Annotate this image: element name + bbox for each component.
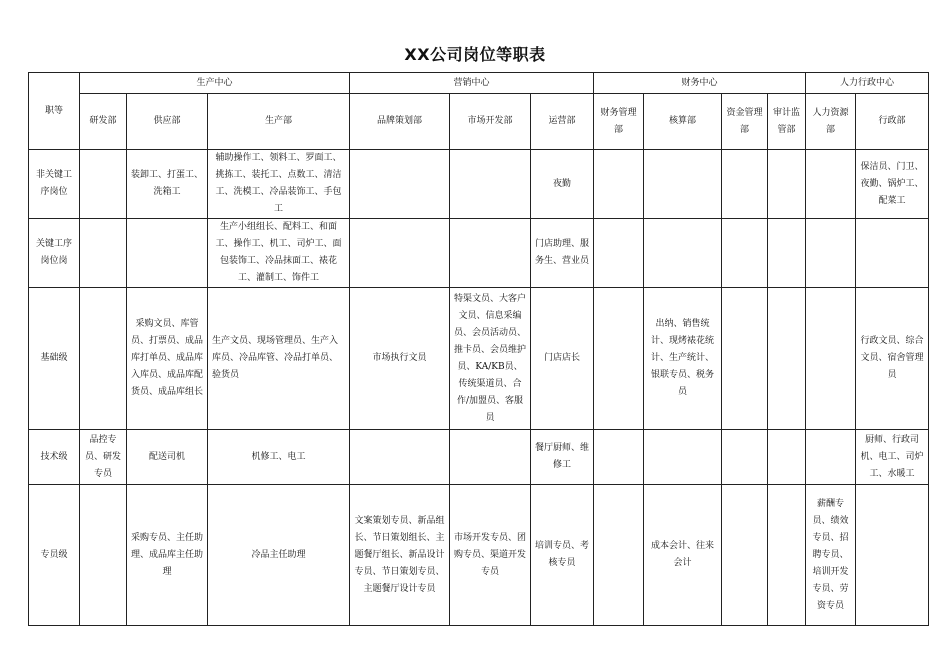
operation-cell: 门店店长 <box>531 288 594 430</box>
production-cell: 生产文员、现场管理员、生产入库员、冷品库管、冷品打单员、验货员 <box>208 288 350 430</box>
admin-cell <box>856 485 929 626</box>
brand-cell: 市场执行文员 <box>350 288 450 430</box>
dept-production-header: 生产部 <box>208 94 350 150</box>
admin-cell: 厨师、行政司机、电工、司炉工、水暖工 <box>856 430 929 485</box>
dept-finance-mgmt-header: 财务管理部 <box>594 94 644 150</box>
table-row <box>29 430 929 485</box>
market-cell: 市场开发专员、团购专员、渠道开发专员 <box>450 485 531 626</box>
table-row <box>29 219 929 288</box>
admin-cell <box>856 219 929 288</box>
document-title: XX公司岗位等职表 <box>404 45 546 64</box>
table-row <box>29 150 929 219</box>
production-cell: 冷品主任助理 <box>208 485 350 626</box>
supply-cell: 采购专员、主任助理、成品库主任助理 <box>127 485 208 626</box>
brand-cell <box>350 150 450 219</box>
finance-mgmt-cell <box>594 150 644 219</box>
dept-operation-header: 运营部 <box>531 94 594 150</box>
dept-hr-header: 人力资源部 <box>806 94 856 150</box>
dept-market-header: 市场开发部 <box>450 94 531 150</box>
grade-cell: 基础级 <box>29 288 80 430</box>
hr-cell <box>806 288 856 430</box>
center-production-header: 生产中心 <box>80 73 350 94</box>
grade-cell: 技术级 <box>29 430 80 485</box>
fund-cell <box>722 485 768 626</box>
operation-cell: 门店助理、服务生、营业员 <box>531 219 594 288</box>
dept-supply-header: 供应部 <box>127 94 208 150</box>
operation-cell: 培训专员、考核专员 <box>531 485 594 626</box>
grade-header: 职等 <box>29 73 80 150</box>
hr-cell <box>806 430 856 485</box>
operation-cell: 餐厅厨师、维修工 <box>531 430 594 485</box>
finance-mgmt-cell <box>594 288 644 430</box>
rd-cell <box>80 150 127 219</box>
center-finance-header: 财务中心 <box>594 73 806 94</box>
brand-cell <box>350 430 450 485</box>
grade-cell: 关键工序岗位岗 <box>29 219 80 288</box>
accounting-cell <box>644 430 722 485</box>
center-header-row <box>29 73 929 94</box>
operation-cell: 夜勤 <box>531 150 594 219</box>
admin-cell: 行政文员、综合文员、宿舍管理员 <box>856 288 929 430</box>
audit-cell <box>768 288 806 430</box>
brand-cell: 文案策划专员、新品组长、节日策划组长、主题餐厅组长、新品设计专员、节日策划专员、主题餐厅设计专员 <box>350 485 450 626</box>
supply-cell: 采购文员、库管员、打票员、成品库打单员、成品库入库员、成品库配货员、成品库组长 <box>127 288 208 430</box>
dept-fund-header: 资金管理部 <box>722 94 768 150</box>
rd-cell <box>80 219 127 288</box>
finance-mgmt-cell <box>594 219 644 288</box>
market-cell <box>450 430 531 485</box>
accounting-cell: 出纳、销售统计、现烤裱花统计、生产统计、银联专员、税务员 <box>644 288 722 430</box>
audit-cell <box>768 485 806 626</box>
production-cell: 辅助操作工、领料工、罗面工、挑拣工、装托工、点数工、清洁工、洗模工、冷品装饰工、手包工 <box>208 150 350 219</box>
rd-cell: 品控专员、研发专员 <box>80 430 127 485</box>
dept-brand-header: 品牌策划部 <box>350 94 450 150</box>
supply-cell: 配送司机 <box>127 430 208 485</box>
hr-cell: 薪酬专员、绩效专员、招聘专员、培训开发专员、劳资专员 <box>806 485 856 626</box>
fund-cell <box>722 219 768 288</box>
finance-mgmt-cell <box>594 430 644 485</box>
fund-cell <box>722 150 768 219</box>
production-cell: 机修工、电工 <box>208 430 350 485</box>
dept-audit-header: 审计监管部 <box>768 94 806 150</box>
center-marketing-header: 营销中心 <box>350 73 594 94</box>
rd-cell <box>80 485 127 626</box>
audit-cell <box>768 430 806 485</box>
dept-rd-header: 研发部 <box>80 94 127 150</box>
table-row <box>29 485 929 626</box>
finance-mgmt-cell <box>594 485 644 626</box>
hr-cell <box>806 219 856 288</box>
market-cell <box>450 150 531 219</box>
fund-cell <box>722 288 768 430</box>
table-row <box>29 288 929 430</box>
dept-admin-header: 行政部 <box>856 94 929 150</box>
fund-cell <box>722 430 768 485</box>
accounting-cell <box>644 150 722 219</box>
dept-accounting-header: 核算部 <box>644 94 722 150</box>
accounting-cell: 成本会计、往来会计 <box>644 485 722 626</box>
audit-cell <box>768 219 806 288</box>
hr-cell <box>806 150 856 219</box>
supply-cell: 装卸工、打蛋工、洗箱工 <box>127 150 208 219</box>
market-cell: 特渠文员、大客户文员、信息采编员、会员活动员、推卡员、会员维护员、KA/KB员、传统渠道员、合作/加盟员、客服员 <box>450 288 531 430</box>
admin-cell: 保洁员、门卫、夜勤、锅炉工、配菜工 <box>856 150 929 219</box>
department-header-row <box>29 94 929 150</box>
supply-cell <box>127 219 208 288</box>
rd-cell <box>80 288 127 430</box>
accounting-cell <box>644 219 722 288</box>
brand-cell <box>350 219 450 288</box>
audit-cell <box>768 150 806 219</box>
grade-cell: 非关键工序岗位 <box>29 150 80 219</box>
grade-cell: 专员级 <box>29 485 80 626</box>
market-cell <box>450 219 531 288</box>
production-cell: 生产小组组长、配料工、和面工、操作工、机工、司炉工、面包装饰工、冷品抹面工、裱花工、灌制工、饰件工 <box>208 219 350 288</box>
center-hr-admin-header: 人力行政中心 <box>806 73 929 94</box>
job-grade-table <box>28 72 929 626</box>
